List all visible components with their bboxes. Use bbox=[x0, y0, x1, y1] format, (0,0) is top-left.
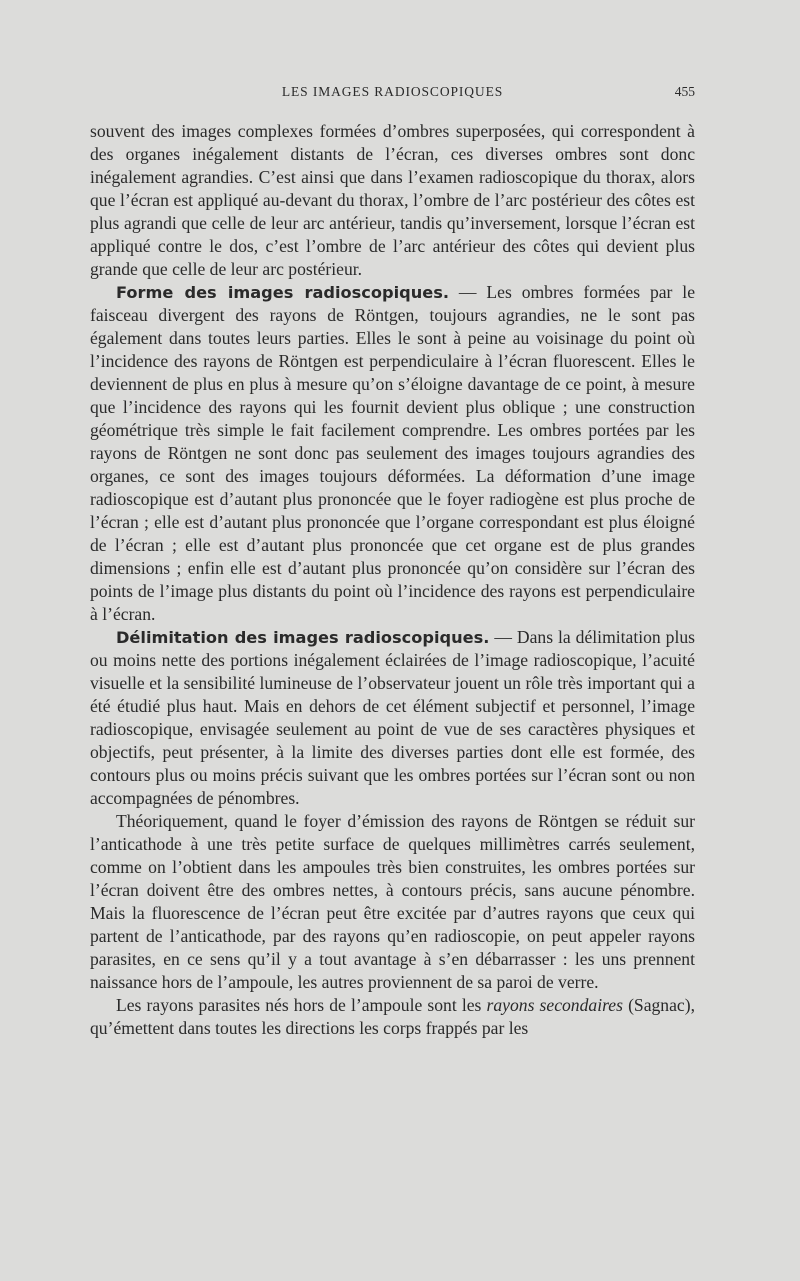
paragraph-2-text: — Les ombres formées par le faisceau divergent des rayons de Röntgen, toujours agrandies, ne le sont pas également dans toutes leurs parties. Elles le sont à peine au voisinage du point où l’incidence des rayons de Röntgen est perpendiculaire à l’écran fluorescent. Elles le deviennent de plus en plus à mesure qu’on s’éloigne davantage de ce point, à mesure que l’incidence des rayons qui les fournit devient plus oblique ; une construction géométrique très simple le fait facilement comprendre. Les ombres portées par les rayons de Röntgen ne sont donc pas seulement des images toujours agrandies des organes, ce sont des images toujours déformées. La déformation d’une image radioscopique est d’autant plus prononcée que le foyer radiogène est plus proche de l’écran ; elle est d’autant plus prononcée que l’organe correspondant est plus éloigné de l’écran ; elle est d’autant plus prononcée que cet organe est de plus grandes dimensions ; enfin elle est d’autant plus prononcée qu’on considère sur l’écran des points de l’image plus distants du point où l’incidence des rayons est perpendiculaire à l’écran. bbox=[90, 282, 696, 624]
running-title: LES IMAGES RADIOSCOPIQUES bbox=[281, 84, 504, 99]
paragraph-5 bbox=[90, 994, 695, 1040]
paragraph-3-text: — Dans la délimitation plus ou moins nette des portions inégalement éclairées de l’image radioscopique, l’acuité visuelle et la sensibilité lumineuse de l’observateur jouent un rôle très important qui a été étudié plus haut. Mais en dehors de cet élément subjectif et personnel, l’image radioscopique, envisagée seulement au point de vue de ses caractères physiques et objectifs, peut présenter, à la limite des diverses parties dont elle est formée, des contours plus ou moins précis suivant que les ombres portées sur l’écran sont ou non accompagnées de pénombres. bbox=[90, 627, 695, 808]
section-heading-delimitation: Délimitation des images radioscopiques. bbox=[116, 628, 490, 647]
body-text bbox=[90, 120, 695, 1040]
page-number: 455 bbox=[674, 84, 695, 99]
paragraph-1 bbox=[90, 120, 695, 281]
paragraph-4 bbox=[90, 810, 695, 994]
paragraph-1-text: souvent des images complexes formées d’ombres superposées, qui correspondent à des organes inégalement distants de l’écran, ces diverses ombres sont donc inégalement agrandies. C’est ainsi que dans l’examen radioscopique du thorax, alors que l’écran est appliqué au-devant du thorax, l’ombre de l’arc postérieur des côtes est plus agrandi que celle de leur arc antérieur, tandis qu’inversement, lorsque l’écran est appliqué contre le dos, c’est l’ombre de l’arc antérieur des côtes qui devient plus grande que celle de leur arc postérieur. bbox=[90, 121, 695, 279]
running-header bbox=[90, 84, 695, 108]
paragraph-5-text-before: Les rayons parasites nés hors de l’ampoule sont les bbox=[116, 995, 482, 1015]
section-heading-forme: Forme des images radioscopiques. bbox=[116, 283, 450, 302]
paragraph-3 bbox=[90, 626, 695, 810]
paragraph-5-emphasis: rayons secondaires bbox=[486, 995, 623, 1015]
paragraph-2 bbox=[90, 281, 695, 626]
paragraph-4-text: Théoriquement, quand le foyer d’émission des rayons de Röntgen se réduit sur l’anticathode à une très petite surface de quelques millimètres carrés seulement, comme on l’obtient dans les ampoules très bien construites, les ombres portées sur l’écran doivent être des ombres nettes, à contours précis, sans aucune pénombre. Mais la fluorescence de l’écran peut être excitée par d’autres rayons que ceux qui partent de l’anticathode, par des rayons qu’en radioscopie, on peut appeler rayons parasites, en ce sens qu’il y a tout avantage à s’en débarrasser : les uns prennent naissance hors de l’ampoule, les autres proviennent de sa paroi de verre. bbox=[90, 811, 695, 992]
paragraph-5-text-after: (Sagnac), qu’émettent dans toutes les directions les corps frappés par les bbox=[90, 995, 695, 1038]
